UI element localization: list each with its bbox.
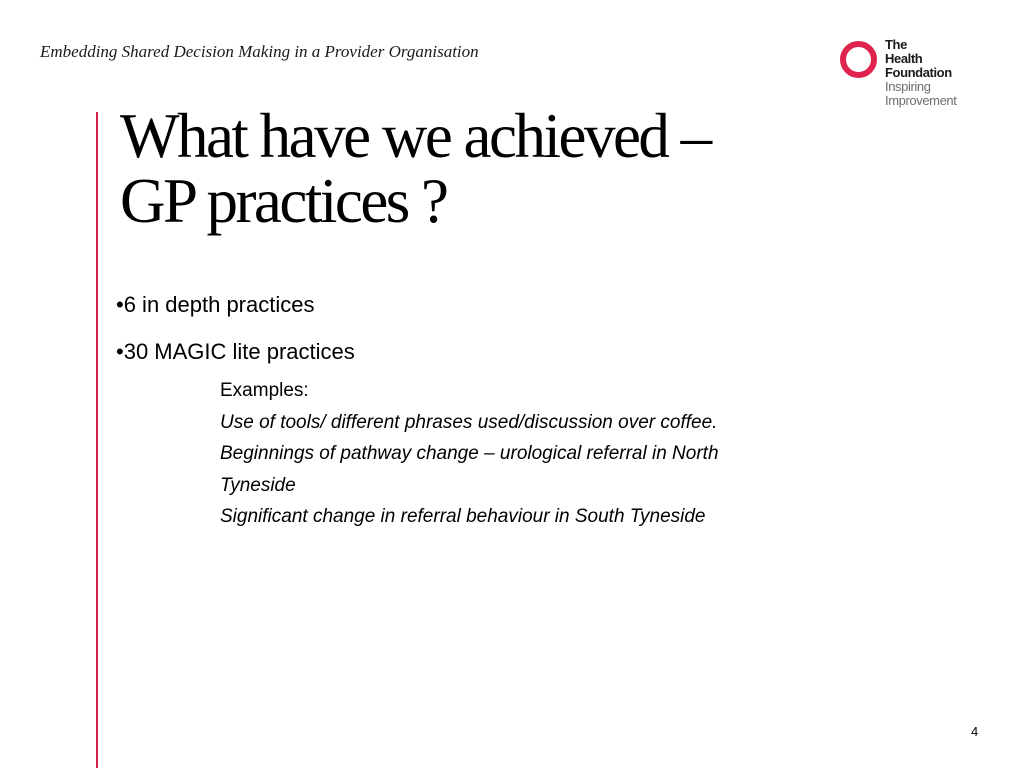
bullet-item: •30 MAGIC lite practices [116,339,355,364]
examples-block [220,375,719,533]
example-item: Beginnings of pathway change – urological referral in North [220,443,719,464]
logo-tag-2: Improvement [885,93,957,108]
logo-line-3: Foundation [885,65,952,80]
example-item: Significant change in referral behaviour in South Tyneside [220,506,706,527]
logo-line-1: The [885,37,907,52]
vertical-accent-rule [96,112,98,768]
slide-title [120,101,880,236]
logo-tag-1: Inspiring [885,79,931,94]
example-item: Tyneside [220,474,296,496]
presentation-header: Embedding Shared Decision Making in a Provider Organisation [40,42,479,61]
examples-label: Examples: [220,380,309,401]
logo-name [885,38,952,80]
logo-line-2: Health [885,51,923,66]
logo-ring-icon [840,41,877,78]
slide-title-line-1: What have we achieved – [120,101,710,171]
slide-title-line-2: GP practices ? [120,166,447,236]
bullet-item: •6 in depth practices [116,292,315,317]
page-number: 4 [971,724,979,739]
example-item: Use of tools/ different phrases used/discussion over coffee. [220,411,718,433]
health-foundation-logo [840,38,990,113]
logo-tagline [885,80,956,108]
